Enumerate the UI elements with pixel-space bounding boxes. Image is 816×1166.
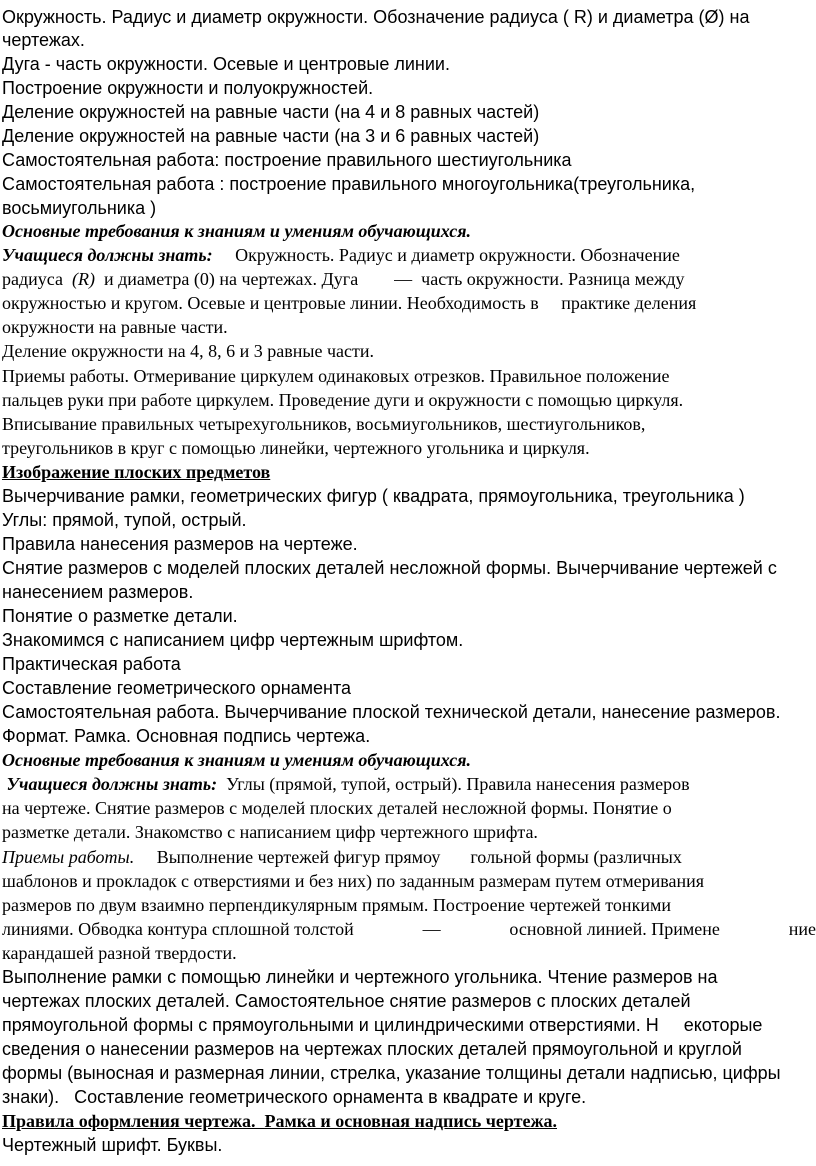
text-line: Практическая работа <box>2 654 181 674</box>
know-paragraph-line <box>2 773 690 796</box>
radius-symbol: (R) <box>71 269 95 289</box>
know-paragraph-line <box>2 268 685 291</box>
text-line: Самостоятельная работа: построение правильного шестиугольника <box>2 150 572 170</box>
text-line: Окружность. Радиус и диаметр окружности. Обозначение радиуса ( R) и диаметра (Ø) на <box>2 7 750 27</box>
text-line: Выполнение рамки с помощью линейки и чертежного угольника. Чтение размеров на <box>2 967 718 987</box>
methods-paragraph-line: карандашей разной твердости. <box>2 943 237 963</box>
text-line: Самостоятельная работа. Вычерчивание плоской технической детали, нанесение размеров. <box>2 702 781 722</box>
know-paragraph-line: треугольников в круг с помощью линейки, чертежного угольника и циркуля. <box>2 438 590 458</box>
know-label: Учащиеся должны знать: <box>2 774 218 794</box>
text-line: чертежах. <box>2 30 85 50</box>
know-paragraph-line: окружности на равные части. <box>2 317 228 337</box>
know-paragraph-line: на чертеже. Снятие размеров с моделей плоских деталей несложной формы. Понятие о <box>2 798 672 818</box>
section-title: Правила оформления чертежа. Рамка и основная надпись чертежа. <box>2 1111 558 1131</box>
methods-label: Приемы работы. <box>2 847 135 867</box>
text-line: Правила нанесения размеров на чертеже. <box>2 534 358 554</box>
know-paragraph-line: Деление окружности на 4, 8, 6 и 3 равные части. <box>2 341 374 361</box>
requirements-heading: Основные требования к знаниям и умениям обучающихся. <box>2 221 472 241</box>
text-line: Вычерчивание рамки, геометрических фигур ( квадрата, прямоугольника, треугольника ) <box>2 486 745 506</box>
text-line: Формат. Рамка. Основная подпись чертежа. <box>2 726 371 746</box>
text-line: Деление окружностей на равные части (на 3 и 6 равных частей) <box>2 126 540 146</box>
know-paragraph-line: Вписывание правильных четырехугольников, восьмиугольников, шестиугольников, <box>2 414 646 434</box>
methods-text: линиями. Обводка контура сплошной толстой <box>2 919 354 939</box>
text-line: Составление геометрического орнамента <box>2 678 352 698</box>
know-paragraph-line: пальцев руки при работе циркулем. Проведение дуги и окружности с помощью циркуля. <box>2 390 684 410</box>
text-line: формы (выносная и размерная линии, стрелка, указание толщины детали надписью, цифры <box>2 1063 781 1083</box>
text-line: нанесением размеров. <box>2 582 194 602</box>
text-line: Знакомимся с написанием цифр чертежным шрифтом. <box>2 630 464 650</box>
requirements-heading: Основные требования к знаниям и умениям обучающихся. <box>2 750 472 770</box>
text-line: Понятие о разметке детали. <box>2 606 238 626</box>
text-line: прямоугольной формы с прямоугольными и цилиндрическими отверстиями. Н екоторые <box>2 1015 763 1035</box>
methods-paragraph-line <box>2 846 682 869</box>
text-line: Чертежный шрифт. Буквы. <box>2 1135 223 1155</box>
methods-text: Выполнение чертежей фигур прямоу <box>134 847 441 867</box>
text-line: Дуга - часть окружности. Осевые и центровые линии. <box>2 54 450 74</box>
know-label: Учащиеся должны знать: <box>2 245 213 265</box>
know-paragraph-line: окружностью и кругом. Осевые и центровые линии. Необходимость в практике деления <box>2 293 697 313</box>
text-line: чертежах плоских деталей. Самостоятельное снятие размеров с плоских деталей <box>2 991 691 1011</box>
text-line: знаки). Составление геометрического орнамента в квадрате и круге. <box>2 1087 587 1107</box>
methods-paragraph-line: размеров по двум взаимно перпендикулярным прямым. Построение чертежей тонкими <box>2 895 671 915</box>
methods-paragraph-line <box>2 918 816 941</box>
text-line: сведения о нанесении размеров на чертежах плоских деталей прямоугольной и круглой <box>2 1039 742 1059</box>
know-paragraph-line: разметке детали. Знакомство с написанием цифр чертежного шрифта. <box>2 822 538 842</box>
methods-text: основной линией. Примене <box>509 919 720 939</box>
text-line: Снятие размеров с моделей плоских деталей несложной формы. Вычерчивание чертежей с <box>2 558 777 578</box>
methods-text: гольной формы (различных <box>470 847 682 867</box>
know-paragraph-line <box>2 244 680 267</box>
text-line: восьмиугольника ) <box>2 198 157 218</box>
text-line: Углы: прямой, тупой, острый. <box>2 510 247 530</box>
know-text: Окружность. Радиус и диаметр окружности. Обозначение <box>212 245 680 265</box>
methods-paragraph-line: шаблонов и прокладок с отверстиями и без них) по заданным размерам путем отмеривания <box>2 871 705 891</box>
know-paragraph-line: Приемы работы. Отмеривание циркулем одинаковых отрезков. Правильное положение <box>2 366 670 386</box>
know-text: радиуса <box>2 269 72 289</box>
methods-text: ние <box>788 919 816 939</box>
know-text: Углы (прямой, тупой, острый). Правила нанесения размеров <box>217 774 690 794</box>
know-text: и диаметра (0) на чертежах. Дуга — часть окружности. Разница между <box>94 269 685 289</box>
section-title: Изображение плоских предметов <box>2 462 271 482</box>
dash: — <box>422 919 441 939</box>
text-line: Самостоятельная работа : построение правильного многоугольника(треугольника, <box>2 174 696 194</box>
text-line: Деление окружностей на равные части (на 4 и 8 равных частей) <box>2 102 540 122</box>
text-line: Построение окружности и полуокружностей. <box>2 78 374 98</box>
